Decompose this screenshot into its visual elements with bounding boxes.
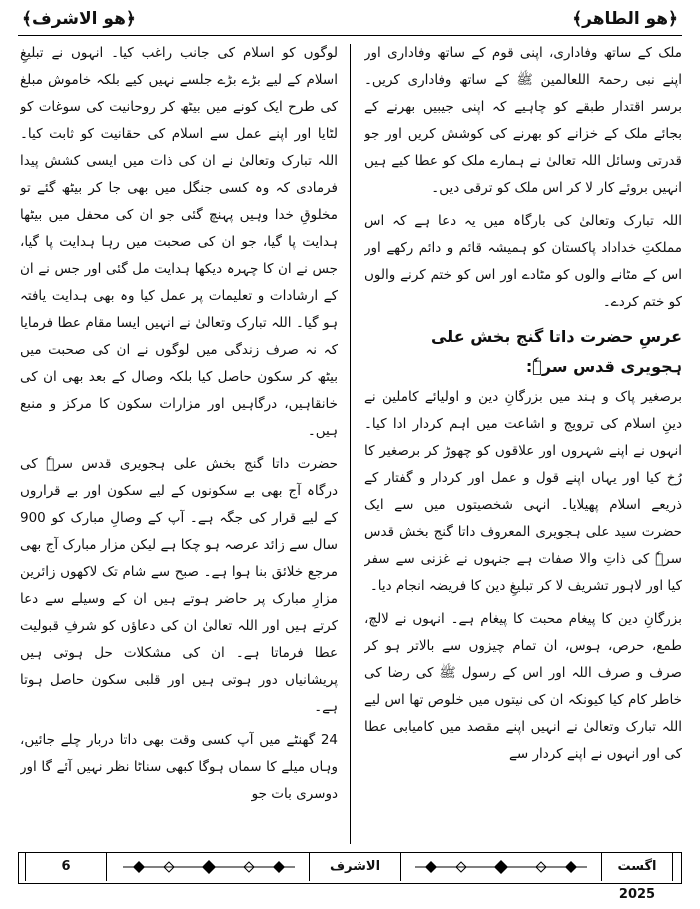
- paragraph: 24 گھنٹے میں آپ کسی وقت بھی داتا دربار چلے جائیں، وہاں میلے کا سماں ہوگا کبھی سناٹا نظر نہیں آئے گا اور دوسری بات جو: [20, 732, 338, 802]
- paragraph: لوگوں کو اسلام کی جانب راغب کیا۔ انہوں نے تبلیغِ اسلام کے لیے بڑے بڑے جلسے نہیں کیے بلکہ خاموش مبلغ کی طرح ایک کونے میں بیٹھ کر روحانیت کی سوغات کو لٹایا اور اپنے عمل سے اسلام کی حقانیت کو ثابت کیا۔ اللہ تبارک وتعالیٰ نے ان کی ذات میں ایسی کشش پیدا فرمادی کہ وہ کسی جنگل میں بھی جا کر بیٹھ گئے تو مخلوقِ خدا وہیں پہنچ گئی جو ان کی محفل میں بیٹھا ہدایت پا گیا، جو ان کی صحبت میں رہا ہدایت پا گیا، جس نے ان کا چہرہ دیکھا ہدایت مل گئی اور جس نے ان کے ارشادات و تعلیمات پر عمل کیا وہ بھی ہدایت یافتہ ہو گیا۔ اللہ تبارک وتعالیٰ نے انہیں ایسا مقام عطا فرمایا کہ نہ صرف زندگی میں لوگوں نے ان کی صحبت میں بیٹھ کر سکون حاصل کیا بلکہ وصال کے بعد بھی ان کی خانقاہیں، درگاہیں اور مزارات سکون کا مرکز و منبع ہیں۔: [20, 45, 338, 439]
- page-number: 6: [25, 853, 107, 881]
- header-rule: [18, 35, 682, 36]
- header-title-left: ﴿ھو الاشرف﴾: [22, 9, 136, 29]
- page-header: [18, 6, 682, 36]
- paragraph: ملک کے ساتھ وفاداری، اپنی قوم کے ساتھ وفاداری اور اپنے نبی رحمۃ اللعالمین ﷺ کے ساتھ وفاداری کریں۔ برسر اقتدار طبقے کو چاہیے کہ اپنی جیبیں بھرنے کے بجائے ملک کے خزانے کو بھرنے کی کوشش کریں اور جو قدرتی وسائل اللہ تعالیٰ نے ہمارے ملک کو عطا کیے ہیں انہیں بروئے کار لا کر اس ملک کو ترقی دیں۔: [364, 45, 682, 196]
- header-title-right: ﴿ھو الطاھر﴾: [572, 9, 678, 29]
- paragraph: اللہ تبارک وتعالیٰ کی بارگاہ میں یہ دعا ہے کہ اس مملکتِ خداداد پاکستان کو ہمیشہ قائم و دائم رکھے اور اس کے مٹانے والوں کو مٹادے اور اس کو ختم کرنے والوں کو ختم کردے۔: [364, 213, 682, 310]
- paragraph: برصغیر پاک و ہند میں بزرگانِ دین و اولیائے کاملین نے دینِ اسلام کی ترویج و اشاعت میں اہم کردار ادا کیا۔ انہوں نے اپنے شہروں اور علاقوں کو چھوڑ کر برصغیر کا رُخ کیا اور یہاں اپنے قول و عمل اور کردار و گفتار کے ذریعے اسلام پھیلایا۔ انہی شخصیتوں میں سے ایک حضرت سید علی ہجویری المعروف داتا گنج بخش قدس سرہٗ کی ذاتِ والا صفات ہے جنہوں نے غزنی سے سفر کیا اور لاہور تشریف لا کر تبلیغِ دین کا فریضہ انجام دیا۔: [364, 389, 682, 594]
- footer-ornament-right: [411, 859, 591, 875]
- magazine-name: الاشرف: [309, 853, 401, 881]
- right-column: [364, 40, 682, 848]
- paragraph: حضرت داتا گنج بخش علی ہجویری قدس سرہٗ کی درگاہ آج بھی بے سکونوں کے لیے سکون اور بے قراروں کے لیے قرار کی جگہ ہے۔ آپ کے وصالِ مبارک کو 900 سال سے زائد عرصہ ہو چکا ہے لیکن مزار مبارک آج بھی مرجع خلائق بنا ہوا ہے۔ صبح سے شام تک لاکھوں زائرین مزارِ مبارک پر حاضر ہوتے ہیں ان کے وسیلے سے دعا کرتے ہیں اور اللہ تعالیٰ ان کی دعاؤں کو شرفِ قبولیت عطا فرماتا ہے۔ ان کی مشکلات حل ہوتی ہیں پریشانیاں دور ہوتی ہیں اور قلبی سکون حاصل ہوتا ہے۔: [20, 456, 338, 715]
- page-footer: [18, 852, 682, 902]
- column-divider: [350, 44, 351, 844]
- footer-ornament-left: [119, 859, 299, 875]
- paragraph: بزرگانِ دین کا پیغام محبت کا پیغام ہے۔ انہوں نے لالچ، طمع، حرص، ہوس، ان تمام چیزوں سے بالاتر ہو کر صرف و صرف اللہ اور اس کے رسول ﷺ کی رضا کی خاطر کام کیا کیونکہ ان کی نیتوں میں خلوص تھا اس لیے اللہ تبارک وتعالیٰ نے انہیں اپنے مقصد میں کامیابی عطا کی اور انہوں نے اپنے کردار سے: [364, 611, 682, 762]
- section-heading: عرسِ حضرت داتا گنج بخش علی ہجویری قدس سرہٗ:: [430, 327, 682, 376]
- left-column: [20, 40, 338, 848]
- issue-date: اگست 2025: [601, 853, 673, 881]
